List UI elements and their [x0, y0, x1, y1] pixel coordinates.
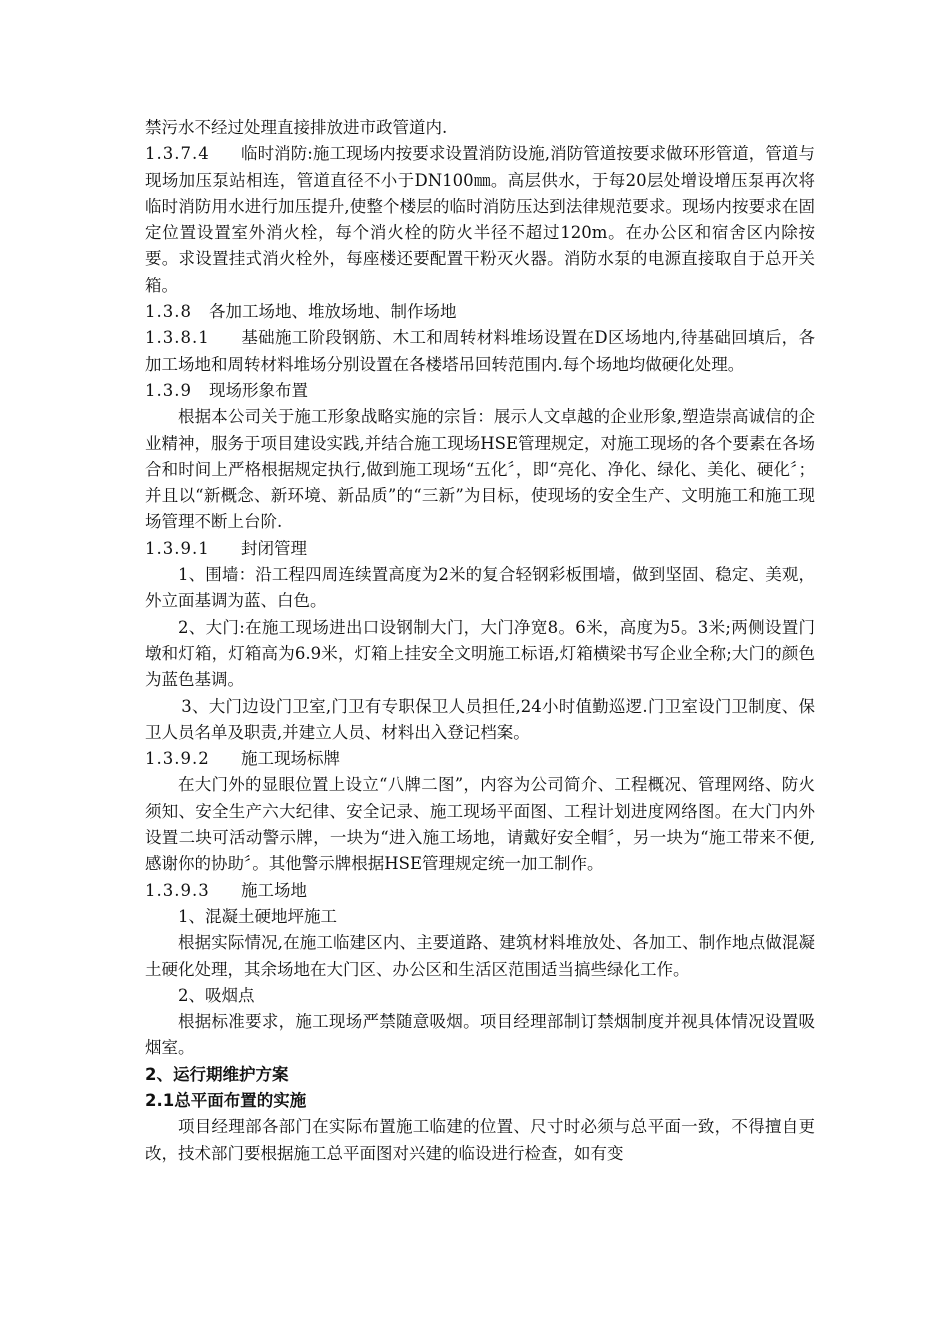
section-text: 临时消防:施工现场内按要求设置消防设施,消防管道按要求做环形管道，管道与现场加压泵站相连，管道直径不小于DN100㎜。高层供水，于每20层处增设增压泵再次将临时消防用水进行加压提升,使整个楼层的临时消防压达到法律规范要求。现场内按要求在固定位置设置室外消火栓，每个消火栓的防火半径不超过120m。在办公区和宿舍区内除按要。求设置挂式消火栓外，每座楼还要配置干粉灭火器。消防水泵的电源直接取自于总开关箱。	[145, 144, 815, 295]
section-title: 施工场地	[241, 880, 307, 900]
section-number: 1.3.7.4	[145, 144, 210, 164]
section-number: 1.3.9.2	[145, 749, 210, 769]
section-1-3-9-1-heading	[145, 536, 815, 562]
paragraph-concrete-item: 1、混凝土硬地坪施工	[178, 906, 337, 926]
section-title: 现场形象布置	[209, 380, 308, 400]
section-text: 基础施工阶段钢筋、木工和周转材料堆场设置在D区场地内,待基础回填后，各加工场地和周转材料堆场分别设置在各楼塔吊回转范围内.每个场地均做硬化处理。	[145, 328, 815, 374]
chapter-2-heading: 2、运行期维护方案	[145, 1064, 289, 1084]
paragraph-signboards: 在大门外的显眼位置上设立“八牌二图”，内容为公司简介、工程概况、管理网络、防火须知、安全生产六大纪律、安全记录、施工现场平面图、工程计划进度网络图。在大门内外设置二块可活动警示牌，一块为“进入施工场地，请戴好安全帽〞，另一块为“施工带来不便,感谢你的协助〞。其他警示牌根据HSE管理规定统一加工制作。	[145, 775, 815, 874]
section-title: 施工现场标牌	[241, 749, 340, 769]
section-title: 封闭管理	[241, 538, 307, 558]
paragraph-concrete-body: 根据实际情况,在施工临建区内、主要道路、建筑材料堆放处、各加工、制作地点做混凝土硬化处理，其余场地在大门区、办公区和生活区范围适当搞些绿化工作。	[145, 933, 815, 979]
section-1-3-9-3-heading	[145, 878, 815, 904]
paragraph-gate: 2、大门:在施工现场进出口设钢制大门，大门净宽8。6米，高度为5。3米;两侧设置门墩和灯箱，灯箱高为6.9米，灯箱上挂安全文明施工标语,灯箱横梁书写企业全称;大门的颜色为蓝色基调。	[145, 617, 815, 690]
paragraph-continuation: 禁污水不经过处理直接排放进市政管道内.	[145, 118, 448, 137]
section-number: 1.3.9	[145, 380, 192, 400]
paragraph-image-strategy: 根据本公司关于施工形象战略实施的宗旨：展示人文卓越的企业形象,塑造崇高诚信的企业精神，服务于项目建设实践,并结合施工现场HSE管理规定，对施工现场的各个要素在各场合和时间上严格根据规定执行,做到施工现场“五化〞，即“亮化、净化、绿化、美化、硬化〞；并且以“新概念、新环境、新品质”的“三新”为目标，使现场的安全生产、文明施工和施工现场管理不断上台阶.	[145, 407, 815, 532]
section-number: 1.3.9.3	[145, 880, 210, 900]
paragraph-smoking-body: 根据标准要求，施工现场严禁随意吸烟。项目经理部制订禁烟制度并视具体情况设置吸烟室。	[145, 1012, 815, 1058]
paragraph-smoking-item: 2、吸烟点	[178, 985, 255, 1005]
section-number: 1.3.9.1	[145, 538, 210, 558]
section-number: 1.3.8.1	[145, 328, 210, 348]
section-1-3-9-heading	[145, 378, 815, 404]
paragraph-layout-implementation: 项目经理部各部门在实际布置施工临建的位置、尺寸时必须与总平面一致，不得擅自更改，技术部门要根据施工总平面图对兴建的临设进行检查，如有变	[145, 1117, 815, 1163]
section-1-3-7-4	[145, 141, 815, 299]
section-title: 各加工场地、堆放场地、制作场地	[209, 302, 457, 322]
section-1-3-9-2-heading	[145, 746, 815, 772]
paragraph-guard-room: 3、大门边设门卫室,门卫有专职保卫人员担任,24小时值勤巡逻.门卫室设门卫制度、保卫人员名单及职责,并建立人员、材料出入登记档案。	[145, 696, 815, 742]
document-page	[145, 115, 815, 1167]
section-2-1-heading: 2.1总平面布置的实施	[145, 1090, 307, 1110]
section-1-3-8-1	[145, 325, 815, 378]
section-1-3-8-heading	[145, 299, 815, 325]
section-number: 1.3.8	[145, 302, 192, 322]
paragraph-fence: 1、围墙：沿工程四周连续置高度为2米的复合轻钢彩板围墙，做到坚固、稳定、美观，外立面基调为蓝、白色。	[145, 565, 815, 611]
